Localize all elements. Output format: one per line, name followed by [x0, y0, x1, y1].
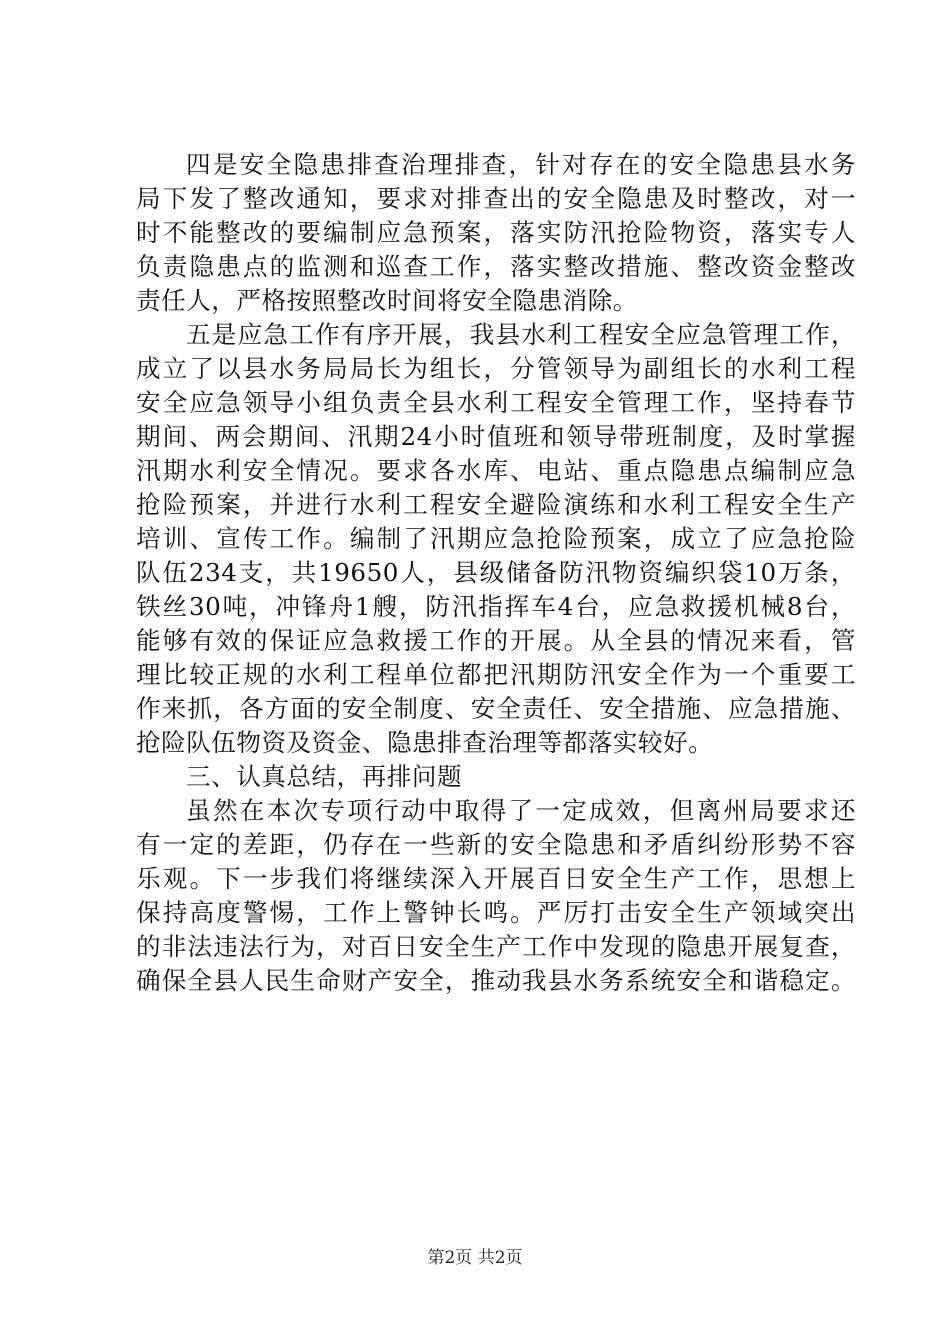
text-line: 抢险队伍物资及资金、隐患排查治理等都落实较好。: [136, 728, 714, 757]
text-line: 的非法违法行为，对百日安全生产工作中发现的隐患开展复查，: [136, 932, 856, 961]
text-line: 成立了以县水务局局长为组长，分管领导为副组长的水利工程: [136, 354, 856, 383]
text-line: 抢险预案，并进行水利工程安全避险演练和水利工程安全生产: [136, 490, 856, 519]
section-heading-text: 三、认真总结，再排问题: [186, 762, 463, 791]
text-line: 期间、两会期间、汛期24小时值班和领导带班制度，及时掌握: [136, 422, 856, 451]
paragraph-next-steps: [136, 794, 856, 998]
text-line: 安全应急领导小组负责全县水利工程安全管理工作，坚持春节: [136, 388, 856, 417]
text-line: 作来抓，各方面的安全制度、安全责任、安全措施、应急措施、: [136, 694, 856, 723]
text-line: 能够有效的保证应急救援工作的开展。从全县的情况来看，管: [136, 626, 856, 655]
text-line: 保持高度警惕，工作上警钟长鸣。严厉打击安全生产领域突出: [136, 898, 856, 927]
text-line: 责任人，严格按照整改时间将安全隐患消除。: [136, 286, 638, 315]
text-line: 汛期水利安全情况。要求各水库、电站、重点隐患点编制应急: [136, 456, 856, 485]
text-line: 铁丝30吨，冲锋舟1艘，防汛指挥车4台，应急救援机械8台，: [136, 592, 856, 621]
text-line: 理比较正规的水利工程单位都把汛期防汛安全作为一个重要工: [136, 660, 856, 689]
text-line: 四是安全隐患排查治理排查，针对存在的安全隐患县水务: [186, 150, 856, 179]
text-line: 局下发了整改通知，要求对排查出的安全隐患及时整改，对一: [136, 184, 856, 213]
text-line: 队伍234支，共19650人，县级储备防汛物资编织袋10万条，: [136, 558, 856, 587]
document-body: [136, 148, 856, 998]
paragraph-emergency-work: [136, 318, 856, 760]
text-line: 虽然在本次专项行动中取得了一定成效，但离州局要求还: [186, 796, 856, 825]
paragraph-hazard-rectification: [136, 148, 856, 318]
text-line: 乐观。下一步我们将继续深入开展百日安全生产工作，思想上: [136, 864, 856, 893]
text-line: 有一定的差距，仍存在一些新的安全隐患和矛盾纠纷形势不容: [136, 830, 856, 859]
text-line: 五是应急工作有序开展，我县水利工程安全应急管理工作，: [186, 320, 856, 349]
text-line: 培训、宣传工作。编制了汛期应急抢险预案，成立了应急抢险: [136, 524, 856, 553]
page-number-footer: 第2页 共2页: [427, 1248, 523, 1268]
text-line: 确保全县人民生命财产安全，推动我县水务系统安全和谐稳定。: [136, 966, 856, 995]
text-line: 负责隐患点的监测和巡查工作，落实整改措施、整改资金整改: [136, 252, 856, 281]
section-heading: [136, 760, 856, 794]
text-line: 时不能整改的要编制应急预案，落实防汛抢险物资，落实专人: [136, 218, 856, 247]
